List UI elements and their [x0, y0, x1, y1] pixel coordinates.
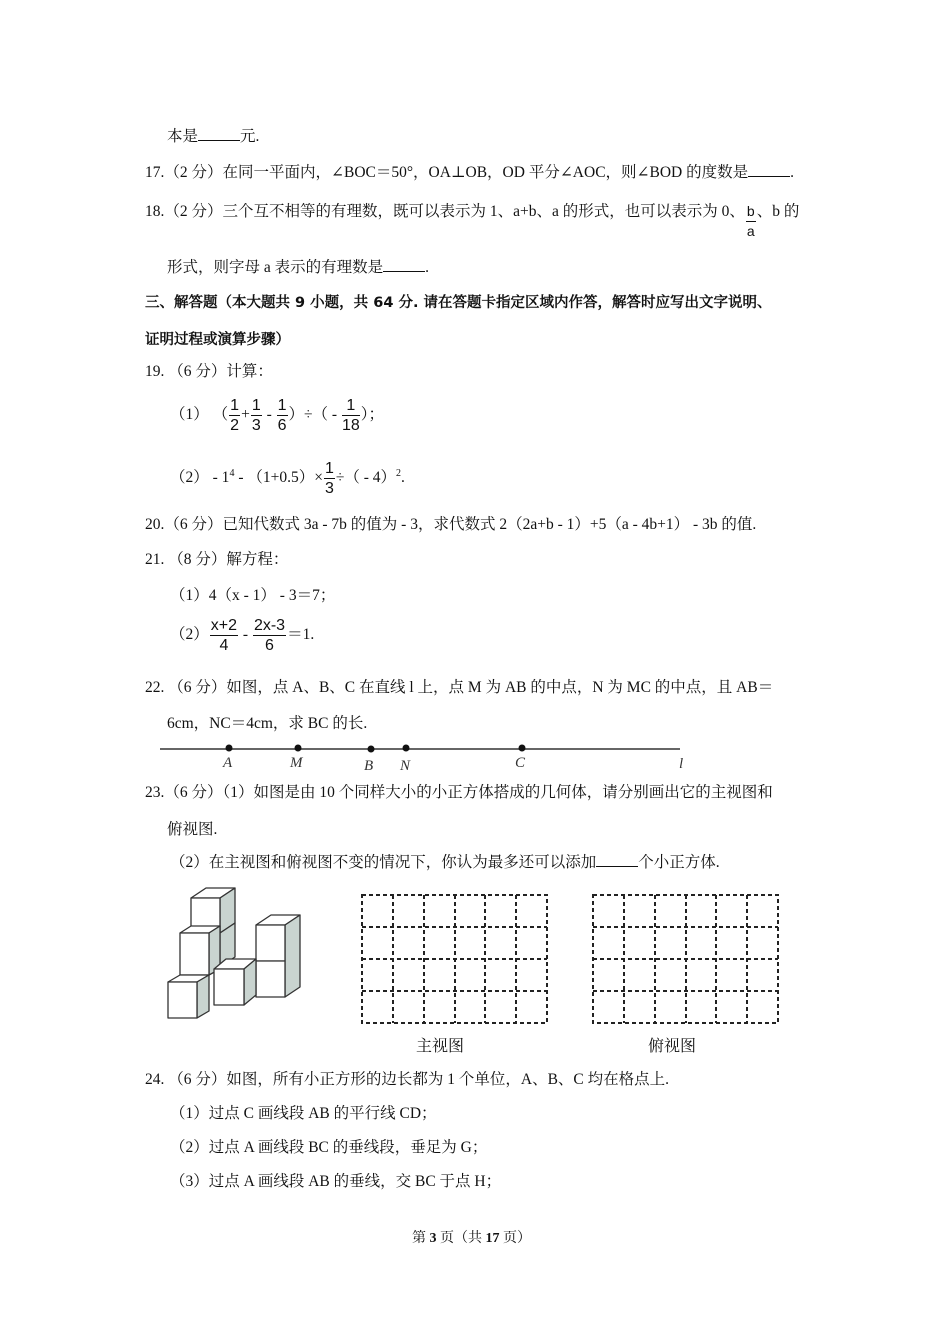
numerator: 1	[251, 397, 261, 414]
number-line-figure	[160, 740, 700, 774]
fraction	[253, 616, 286, 655]
q21-part1: （1）4（x - 1） - 3＝7；	[170, 587, 336, 604]
numerator: 1	[277, 397, 287, 414]
q16-tail	[167, 126, 259, 147]
fraction	[251, 396, 262, 435]
question-23-cont: 俯视图.	[167, 821, 218, 838]
label: （2）	[170, 626, 209, 644]
text: ＝1.	[287, 626, 315, 644]
label: （1）	[170, 406, 209, 424]
text: 页（共	[436, 1231, 486, 1246]
text: 个小正方体.	[638, 854, 720, 871]
answer-blank	[198, 126, 240, 141]
fraction	[210, 616, 238, 655]
text: .	[790, 164, 794, 181]
text: 形式，则字母 a 表示的有理数是	[167, 259, 384, 276]
q19-part1	[170, 396, 384, 435]
label-a: A	[223, 755, 233, 771]
exponent: 4	[229, 468, 235, 479]
q24-part2: （2）过点 A 画线段 BC 的垂线段，垂足为 G；	[170, 1139, 488, 1156]
q19-part2	[170, 455, 405, 498]
text: .	[425, 259, 430, 276]
section-heading: 三、解答题（本大题共 9 小题，共 64 分. 请在答题卡指定区域内作答，解答时应写出文字说明、	[145, 295, 772, 311]
text: +	[241, 406, 250, 424]
denominator: 3	[324, 480, 334, 498]
numerator: x+2	[210, 617, 238, 634]
denominator: 6	[265, 637, 274, 654]
fraction	[746, 202, 756, 241]
cube-solid-figure	[164, 885, 304, 1020]
numerator: 2x-3	[253, 617, 286, 634]
denominator: 2	[230, 417, 240, 434]
denominator: 18	[341, 417, 360, 434]
label: （2）	[170, 469, 209, 487]
exponent: 2	[396, 468, 402, 479]
fraction	[229, 396, 240, 435]
q21-part2	[170, 616, 314, 655]
label-c: C	[515, 755, 526, 771]
point-c	[519, 745, 526, 752]
answer-blank	[383, 257, 425, 272]
text: 第	[412, 1231, 430, 1246]
text: -	[239, 626, 252, 644]
fraction	[324, 459, 335, 498]
caption-top-view: 俯视图	[648, 1036, 697, 1055]
section-heading-cont: 证明过程或演算步骤）	[145, 332, 290, 348]
question-18	[145, 202, 799, 241]
point-n	[403, 745, 410, 752]
numerator: b	[746, 202, 756, 222]
text: 本是	[167, 128, 199, 145]
numerator: 1	[324, 460, 334, 478]
text: .	[401, 469, 405, 487]
question-21: 21. （8 分）解方程：	[145, 551, 289, 568]
label-b: B	[364, 758, 374, 774]
text: ）；	[360, 406, 385, 424]
question-18-cont	[167, 257, 429, 278]
text: 18.（2 分）三个互不相等的有理数，既可以表示为 1、a+b、a 的形式，也可以表示为 0、	[145, 203, 745, 220]
q24-part1: （1）过点 C 画线段 AB 的平行线 CD；	[170, 1105, 437, 1122]
text: ÷（ - 4）	[335, 469, 397, 487]
fraction	[277, 396, 288, 435]
q23-part2	[170, 852, 720, 873]
question-17	[145, 162, 794, 183]
top-view-grid	[591, 893, 781, 1025]
text: 页）	[499, 1231, 531, 1246]
point-m	[295, 745, 302, 752]
page-footer	[412, 1229, 531, 1249]
page-total: 17	[485, 1231, 500, 1246]
numerator: 1	[230, 397, 240, 414]
denominator: 3	[251, 417, 261, 434]
question-23: 23.（6 分）（1）如图是由 10 个同样大小的小正方体搭成的几何体，请分别画出它的主视图和	[145, 784, 773, 801]
text: ）÷（ -	[288, 406, 341, 424]
question-22-cont: 6cm，NC＝4cm，求 BC 的长.	[167, 715, 368, 732]
answer-blank	[596, 852, 638, 867]
text: 17.（2 分）在同一平面内，∠BOC＝50°，OA⊥OB，OD 平分∠AOC，则∠BOD 的度数是	[145, 164, 749, 181]
text: - （1+0.5）×	[234, 469, 323, 487]
text: （	[212, 406, 229, 424]
text: -	[262, 406, 276, 424]
text: 、b 的	[756, 203, 800, 220]
label-n: N	[400, 758, 411, 774]
numerator: 1	[342, 396, 360, 416]
answer-blank	[748, 162, 790, 177]
point-b	[368, 746, 375, 753]
text: - 1	[208, 469, 230, 487]
question-19: 19. （6 分）计算：	[145, 363, 273, 380]
page-number: 3	[429, 1231, 437, 1246]
denominator: 4	[219, 637, 229, 654]
denominator: a	[746, 223, 755, 239]
question-22: 22. （6 分）如图，点 A、B、C 在直线 l 上，点 M 为 AB 的中点，N 为 MC 的中点，且 AB＝	[145, 679, 774, 696]
label-l: l	[679, 756, 684, 772]
caption-front-view: 主视图	[416, 1036, 465, 1055]
text: 元.	[240, 128, 260, 145]
question-20: 20.（6 分）已知代数式 3a - 7b 的值为 - 3，求代数式 2（2a+b - 1）+5（a - 4b+1） - 3b 的值.	[145, 516, 757, 533]
denominator: 6	[277, 417, 287, 434]
question-24: 24. （6 分）如图，所有小正方形的边长都为 1 个单位，A、B、C 均在格点上.	[145, 1071, 669, 1088]
front-view-grid	[360, 893, 550, 1025]
fraction	[342, 396, 360, 435]
label-m: M	[290, 755, 303, 771]
text: （2）在主视图和俯视图不变的情况下，你认为最多还可以添加	[170, 854, 597, 871]
q24-part3: （3）过点 A 画线段 AB 的垂线，交 BC 于点 H；	[170, 1173, 502, 1190]
point-a	[226, 745, 233, 752]
